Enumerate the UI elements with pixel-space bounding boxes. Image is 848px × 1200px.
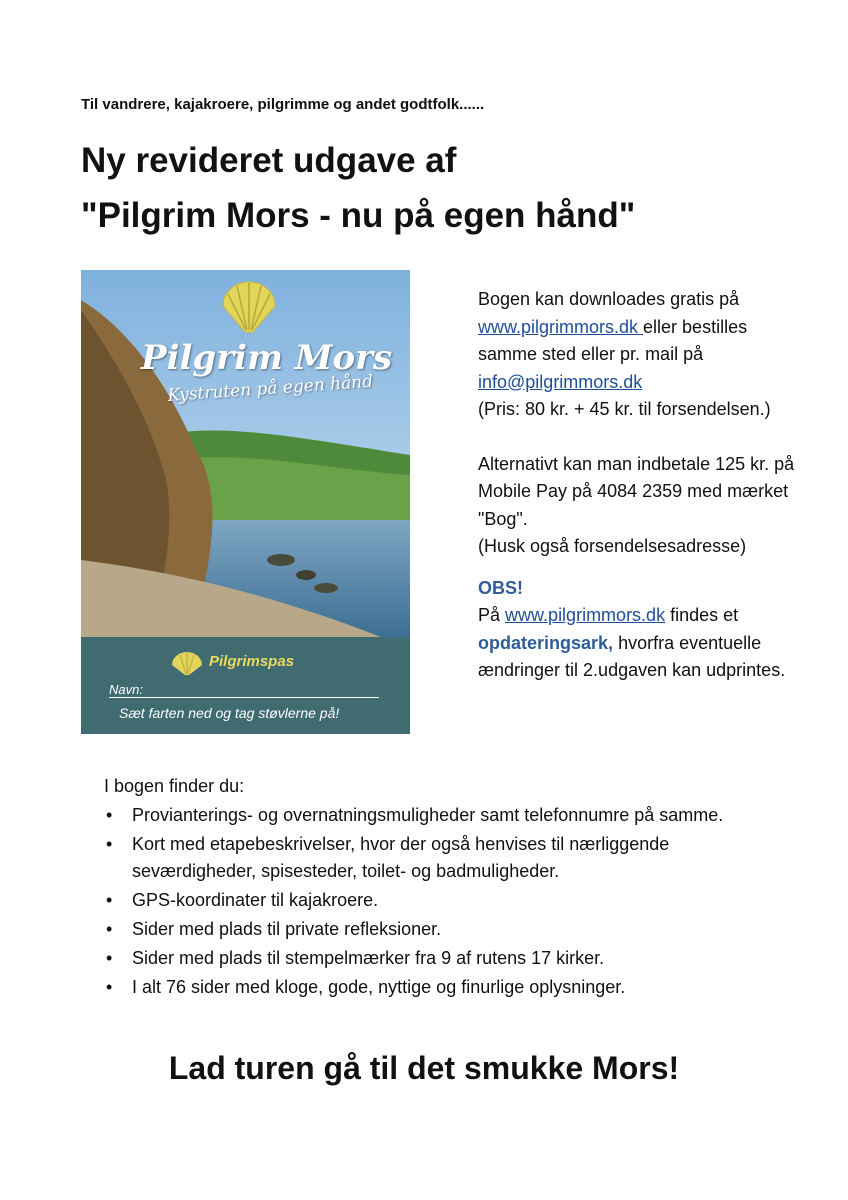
- list-item-text: GPS-koordinater til kajakroere.: [132, 890, 379, 910]
- info-column: [478, 286, 808, 685]
- bullet-icon: •: [106, 948, 113, 968]
- bullet-icon: •: [106, 890, 113, 910]
- obs-text-2: findes et: [670, 605, 739, 625]
- obs-paragraph: [478, 575, 808, 685]
- cover-subtitle: Kystruten på egen hånd: [167, 371, 374, 406]
- tagline: Til vandrere, kajakroere, pilgrimme og andet godtfolk......: [81, 96, 485, 113]
- navn-line: [109, 697, 379, 698]
- price-text: (Pris: 80 kr. + 45 kr. til forsendelsen.): [478, 399, 771, 419]
- navn-label: Navn:: [109, 682, 143, 697]
- obs-title: OBS!: [478, 577, 523, 598]
- cover-band: [81, 637, 410, 734]
- pilgrimspas-label: Pilgrimspas: [209, 653, 295, 670]
- mobilepay-text: Alternativt kan man indbetale 125 kr. på Mobile Pay på 4084 2359 med mærket "Bog".: [478, 453, 795, 529]
- closing-headline: Lad turen gå til det smukke Mors!: [168, 1050, 680, 1086]
- page-title-line-2: "Pilgrim Mors - nu på egen hånd": [81, 196, 636, 235]
- list-item: [104, 802, 784, 829]
- obs-text: På: [478, 605, 501, 625]
- order-text: Bogen kan downloades gratis på: [478, 289, 740, 309]
- cover-motto: Sæt farten ned og tag støvlerne på!: [119, 705, 340, 721]
- order-text-2: eller bestilles samme sted eller pr. mail på: [478, 316, 748, 364]
- address-note: (Husk også forsendelsesadresse): [478, 536, 747, 556]
- update-sheet-text: opdateringsark,: [478, 632, 614, 653]
- list-item: [104, 974, 784, 1001]
- list-item-text: Kort med etapebeskrivelser, hvor der også henvises til nærliggende seværdigheder, spisesteder, toilet- og badmuligheder.: [132, 834, 670, 881]
- list-item-text: Sider med plads til stempelmærker fra 9 af rutens 17 kirker.: [132, 948, 605, 968]
- small-shell-icon: [171, 651, 203, 675]
- list-item: [104, 916, 784, 943]
- bullet-icon: •: [106, 834, 113, 854]
- bullet-icon: •: [106, 977, 113, 997]
- list-item-text: I alt 76 sider med kloge, gode, nyttige og finurlige oplysninger.: [132, 977, 626, 997]
- bullet-icon: •: [106, 805, 113, 825]
- bullet-icon: •: [106, 919, 113, 939]
- obs-text-3: hvorfra eventuelle ændringer til 2.udgaven kan udprintes.: [478, 632, 786, 680]
- list-item: [104, 945, 784, 972]
- email-link[interactable]: info@pilgrimmors.dk: [478, 371, 643, 392]
- features-intro: I bogen finder du:: [104, 776, 245, 796]
- list-item: [104, 831, 784, 885]
- cover-title: Pilgrim Mors: [141, 338, 393, 378]
- website-link[interactable]: www.pilgrimmors.dk: [478, 316, 644, 337]
- page-title-line-1: Ny revideret udgave af: [81, 141, 457, 180]
- features-list: [104, 802, 784, 1003]
- list-item-text: Sider med plads til private refleksioner.: [132, 919, 442, 939]
- obs-website-link[interactable]: www.pilgrimmors.dk: [505, 605, 666, 625]
- list-item-text: Provianterings- og overnatningsmuligheder samt telefonnumre på samme.: [132, 805, 724, 825]
- book-cover-image: [81, 270, 410, 734]
- list-item: [104, 887, 784, 914]
- order-paragraph: [478, 286, 808, 424]
- mobilepay-paragraph: [478, 451, 808, 561]
